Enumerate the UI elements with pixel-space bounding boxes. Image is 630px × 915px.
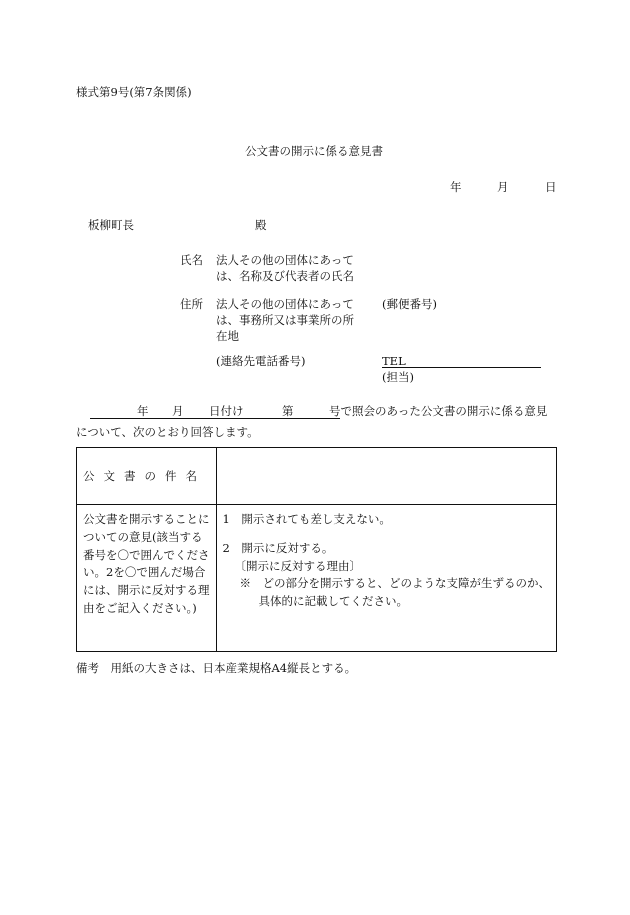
tel-label: TEL xyxy=(382,354,406,368)
postal-code-label: (郵便番号) xyxy=(382,297,437,311)
opinion-table xyxy=(76,447,557,652)
opinion-label: 公文書を開示することについての意見(該当する番号を〇で囲んでください。2を〇で囲んだ場合には、開示に反対する理由をご記入ください。) xyxy=(83,512,210,616)
addressee-honorific: 殿 xyxy=(255,218,267,232)
contact-person-label: (担当) xyxy=(382,370,414,384)
reference-day: 日付け xyxy=(209,404,244,418)
name-note-1: 法人その他の団体にあって xyxy=(216,253,354,267)
reference-no-suffix: 号で照会のあった公文書の開示に係る意見 xyxy=(329,404,548,418)
answer-option-1[interactable]: 1 開示されても差し支えない。 xyxy=(222,512,391,526)
opinion-label-cell xyxy=(77,505,217,652)
table-row xyxy=(77,448,557,505)
date-month: 月 xyxy=(497,180,509,194)
answer-note-1: ※ どの部分を開示すると、どのような支障が生ずるのか、 xyxy=(239,576,550,591)
date-day: 日 xyxy=(545,180,557,194)
address-note-3: 在地 xyxy=(216,329,239,343)
form-title: 公文書の開示に係る意見書 xyxy=(245,144,383,158)
doc-title-input-cell[interactable] xyxy=(216,448,557,505)
doc-title-label: 公文書の件名 xyxy=(83,469,206,483)
address-note-2: は、事務所又は事業所の所 xyxy=(216,313,354,327)
table-row xyxy=(77,505,557,652)
reference-year: 年 xyxy=(137,404,149,418)
remark: 備考 用紙の大きさは、日本産業規格A4縦長とする。 xyxy=(76,661,357,675)
name-note-2: は、名称及び代表者の氏名 xyxy=(216,269,354,283)
reference-line-2: について、次のとおり回答します。 xyxy=(76,425,259,439)
answer-note-2: 具体的に記載してください。 xyxy=(258,594,408,609)
name-label: 氏名 xyxy=(180,253,203,267)
address-label: 住所 xyxy=(180,297,203,311)
answer-reason-heading: 〔開示に反対する理由〕 xyxy=(234,558,361,573)
doc-title-label-cell xyxy=(77,448,217,505)
answer-option-2[interactable]: 2 開示に反対する。 xyxy=(222,540,334,555)
tel-underline[interactable] xyxy=(382,367,541,368)
opinion-answer-cell[interactable] xyxy=(216,505,557,652)
reference-no-prefix: 第 xyxy=(282,404,294,418)
address-note-1: 法人その他の団体にあって xyxy=(216,297,354,311)
addressee-name: 板柳町長 xyxy=(88,218,134,232)
form-number: 様式第9号(第7条関係) xyxy=(76,85,192,99)
phone-label: (連絡先電話番号) xyxy=(216,354,306,368)
reference-month: 月 xyxy=(172,404,184,418)
date-year: 年 xyxy=(450,180,462,194)
